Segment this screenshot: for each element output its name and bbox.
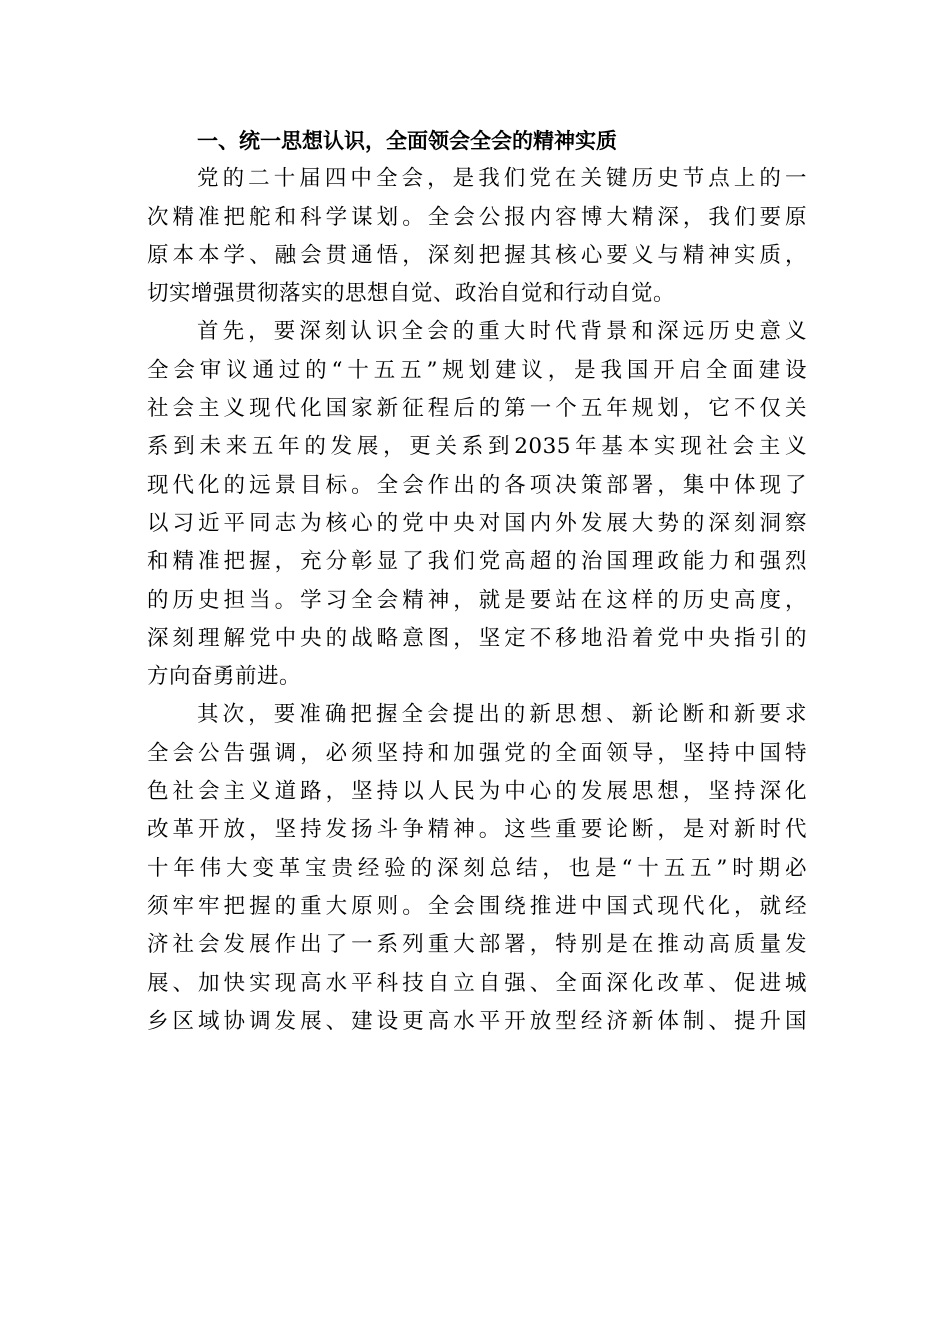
text-line: 现代化的远景目标。全会作出的各项决策部署，集中体现了 xyxy=(147,472,807,498)
text-line: 济社会发展作出了一系列重大部署，特别是在推动高质量发 xyxy=(147,932,807,958)
paragraph-2 xyxy=(147,313,807,696)
text-line: 色社会主义道路，坚持以人民为中心的发展思想，坚持深化 xyxy=(147,779,807,805)
text-line: 全会审议通过的“十五五”规划建议，是我国开启全面建设 xyxy=(147,357,807,383)
text-line: 展、加快实现高水平科技自立自强、全面深化改革、促进城 xyxy=(147,970,807,996)
document-body xyxy=(147,122,807,1041)
text-line: 党的二十届四中全会，是我们党在关键历史节点上的一 xyxy=(197,166,807,192)
text-line: 社会主义现代化国家新征程后的第一个五年规划，它不仅关 xyxy=(147,396,807,422)
paragraph-3 xyxy=(147,696,807,1041)
paragraph-1 xyxy=(147,160,807,313)
text-line: 原本本学、融会贯通悟，深刻把握其核心要义与精神实质， xyxy=(147,242,807,268)
text-line: 全会公告强调，必须坚持和加强党的全面领导，坚持中国特 xyxy=(147,740,807,766)
text-line: 十年伟大变革宝贵经验的深刻总结，也是“十五五”时期必 xyxy=(147,855,807,881)
text-line: 其次，要准确把握全会提出的新思想、新论断和新要求 xyxy=(197,702,807,728)
text-line: 和精准把握，充分彰显了我们党高超的治国理政能力和强烈 xyxy=(147,549,807,575)
text-line: 的历史担当。学习全会精神，就是要站在这样的历史高度， xyxy=(147,587,807,613)
section-heading: 一、统一思想认识，全面领会全会的精神实质 xyxy=(197,129,617,153)
text-line: 方向奋勇前进。 xyxy=(147,664,302,690)
text-line: 须牢牢把握的重大原则。全会围绕推进中国式现代化，就经 xyxy=(147,893,807,919)
text-line: 改革开放，坚持发扬斗争精神。这些重要论断，是对新时代 xyxy=(147,817,807,843)
text-line: 系到未来五年的发展，更关系到2035年基本实现社会主义 xyxy=(147,434,807,460)
text-line: 首先，要深刻认识全会的重大时代背景和深远历史意义 xyxy=(197,319,807,345)
text-line: 乡区域协调发展、建设更高水平开放型经济新体制、提升国 xyxy=(147,1008,807,1034)
text-line: 切实增强贯彻落实的思想自觉、政治自觉和行动自觉。 xyxy=(147,281,676,307)
text-line: 次精准把舵和科学谋划。全会公报内容博大精深，我们要原 xyxy=(147,204,807,230)
text-line: 以习近平同志为核心的党中央对国内外发展大势的深刻洞察 xyxy=(147,510,807,536)
text-line: 深刻理解党中央的战略意图，坚定不移地沿着党中央指引的 xyxy=(147,625,807,651)
